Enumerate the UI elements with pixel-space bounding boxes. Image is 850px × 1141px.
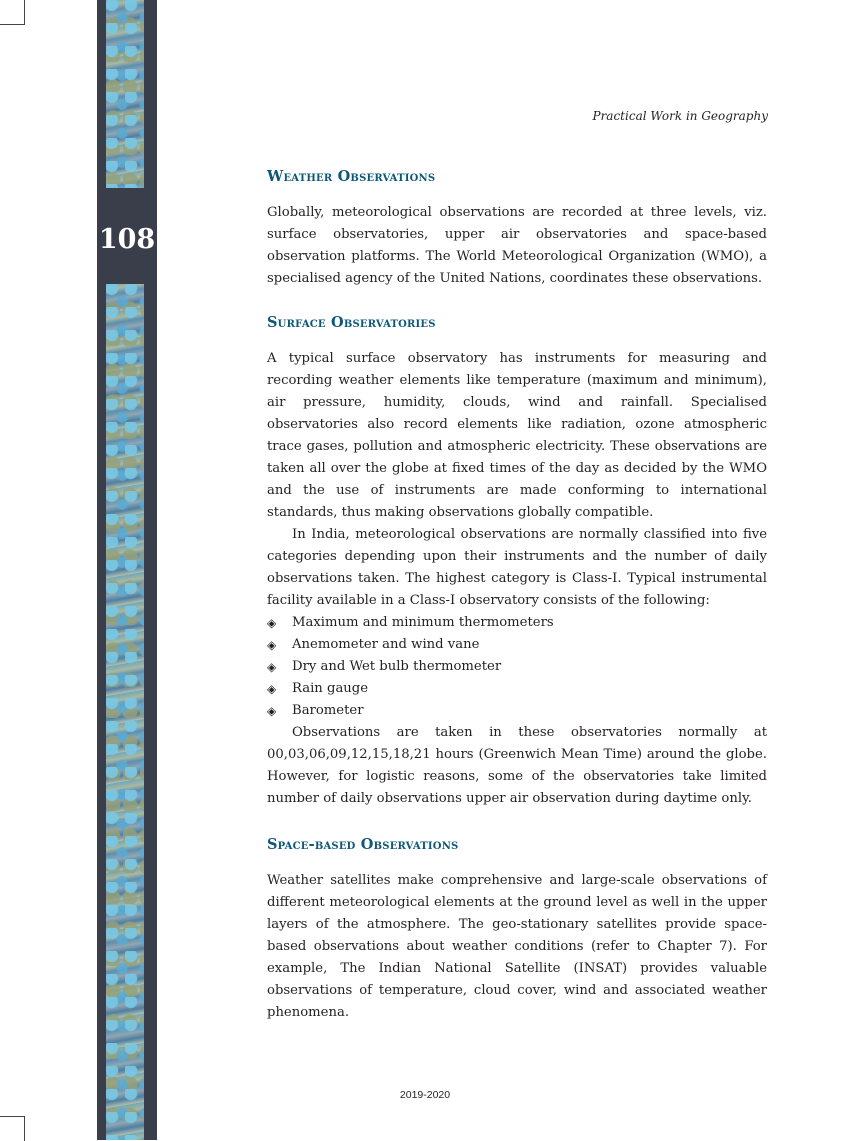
satellite-image-strip-bottom (106, 284, 144, 1140)
page-sidebar (97, 0, 157, 1140)
surface-paragraph-3: Observations are taken in these observatories normally at 00,03,06,09,12,15,18,21 hours (Greenwich Mean Time) around the globe. However, for logistic reasons, some of the observatories take limited number of daily observations upper air observation during daytime only. (267, 725, 767, 806)
space-paragraph: Weather satellites make comprehensive and large-scale observations of different meteorological elements at the ground level as well in the upper layers of the atmosphere. The geo-stationary satellites provide space-based observations about weather conditions (refer to Chapter 7). For example, The Indian National Satellite (INSAT) provides valuable observations of temperature, cloud cover, wind and associated weather phenomena. (267, 873, 767, 1020)
page-number: 108 (98, 224, 156, 255)
list-item (267, 678, 767, 700)
heading-space-based-observations: Space-based Observations (267, 836, 459, 853)
list-item (267, 634, 767, 656)
instrument-list (267, 612, 767, 722)
crop-mark-top (0, 0, 25, 25)
list-item-text: Rain gauge (292, 681, 369, 696)
heading-weather-observations: Weather Observations (267, 168, 436, 185)
list-item-text: Maximum and minimum thermometers (292, 615, 554, 630)
diamond-bullet-icon: ◈ (267, 682, 277, 696)
running-head: Practical Work in Geography (592, 109, 768, 123)
page-content (267, 168, 767, 1024)
surface-paragraph-1: A typical surface observatory has instruments for measuring and recording weather elements like temperature (maximum and minimum), air pressure, humidity, clouds, wind and rainfall. Specialised observatories also record elements like radiation, ozone atmospheric trace gases, pollution and atmospheric electricity. These observations are taken all over the globe at fixed times of the day as decided by the WMO and the use of instruments are made conforming to international standards, thus making observations globally compatible. (267, 351, 767, 520)
diamond-bullet-icon: ◈ (267, 616, 277, 630)
list-item-text: Barometer (292, 703, 364, 718)
list-item (267, 700, 767, 722)
weather-paragraph: Globally, meteorological observations are recorded at three levels, viz. surface observatories, upper air observatories and space-based observation platforms. The World Meteorological Organization (WMO), a specialised agency of the United Nations, coordinates these observations. (267, 205, 767, 286)
diamond-bullet-icon: ◈ (267, 638, 277, 652)
crop-mark-bottom (0, 1116, 25, 1141)
list-item-text: Anemometer and wind vane (292, 637, 480, 652)
footer-year: 2019-2020 (399, 1089, 451, 1101)
list-item-text: Dry and Wet bulb thermometer (292, 659, 502, 674)
diamond-bullet-icon: ◈ (267, 704, 277, 718)
list-item (267, 612, 767, 634)
satellite-image-strip-top (106, 0, 144, 188)
heading-surface-observatories: Surface Observatories (267, 314, 436, 331)
diamond-bullet-icon: ◈ (267, 660, 277, 674)
list-item (267, 656, 767, 678)
surface-paragraph-2: In India, meteorological observations are normally classified into five categories depending upon their instruments and the number of daily observations taken. The highest category is Class-I. Typical instrumental facility available in a Class-I observatory consists of the following: (267, 527, 767, 608)
